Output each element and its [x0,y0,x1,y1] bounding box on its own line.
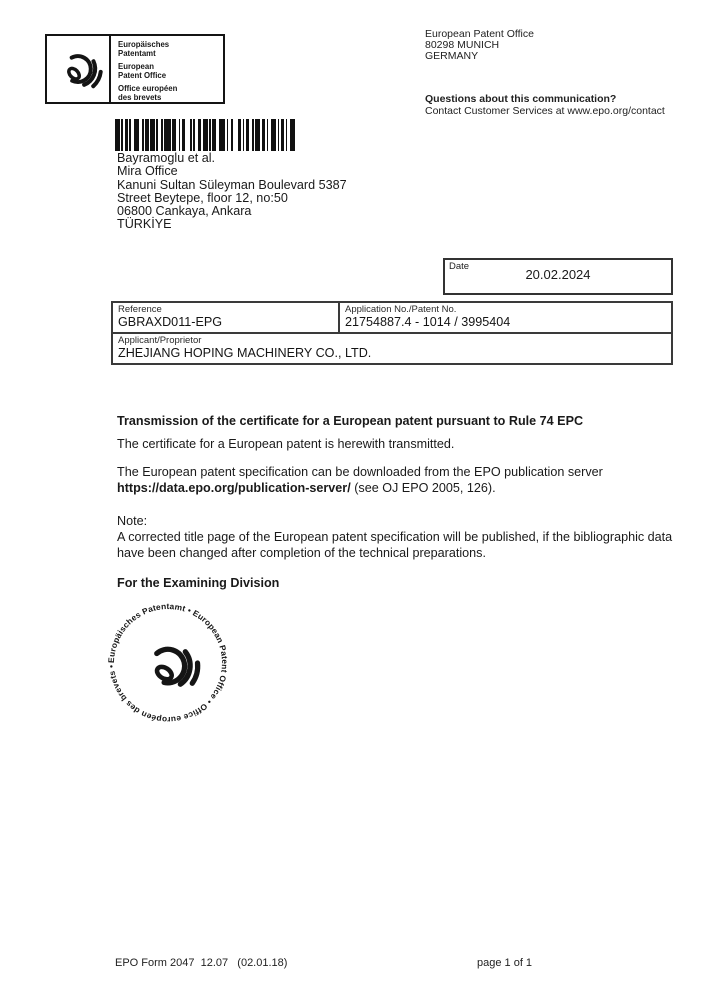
office-address-line: European Patent Office [425,28,534,40]
note-line: A corrected title page of the European patent specification will be published, if the bibliographic data [117,530,673,544]
recipient-line: 06800 Cankaya, Ankara [117,204,252,219]
reference-label: Reference [118,304,162,315]
note-block [117,513,683,561]
signoff-examining-division: For the Examining Division [117,576,280,590]
page-number: page 1 of 1 [477,957,533,969]
form-identifier: EPO Form 2047 12.07 (02.01.18) [115,957,288,969]
applicant-label: Applicant/Proprietor [118,335,202,346]
date-label: Date [449,261,470,272]
date-value: 20.02.2024 [525,267,591,282]
epo-logo-cell [47,36,109,102]
note-label: Note: [117,514,148,528]
logo-text-en-1: European [118,62,154,72]
paragraph-download-text: The European patent specification can be downloaded from the EPO publication server [117,465,603,479]
logo-text-fr-1: Office européen [118,84,178,94]
stamp-ring-text: Europäisches Patentamt • European Patent Office • Office européen des brevets • [106,601,230,725]
barcode [115,119,297,151]
application-number-value: 21754887.4 - 1014 / 3995404 [345,315,511,329]
logo-text-fr-2: des brevets [118,92,162,102]
reference-cell [113,303,340,332]
recipient-line: TÜRKİYE [117,217,172,232]
paragraph-download [117,464,677,496]
logo-text-de-2: Patentamt [118,48,156,58]
reference-table-row-1 [113,303,671,334]
applicant-value: ZHEJIANG HOPING MACHINERY CO., LTD. [118,346,372,360]
questions-block [425,94,665,117]
publication-server-url: https://data.epo.org/publication-server/ [117,481,351,495]
office-address-block [425,29,534,62]
stamp-ring-text-holder [107,602,229,724]
reference-table [111,301,673,365]
epo-stamp [101,596,235,730]
paragraph-download-rest: (see OJ EPO 2005, 126). [350,481,496,495]
recipient-address-block [117,152,347,232]
epo-logo-box [45,34,225,104]
application-number-cell [340,303,671,332]
epo-logo-text [109,36,223,102]
applicant-cell [113,334,671,363]
epo-swirl-logo-icon [51,42,105,96]
logo-text-de-1: Europäisches [118,40,170,49]
reference-value: GBRAXD011-EPG [118,315,223,329]
application-number-label: Application No./Patent No. [345,304,457,315]
epo-stamp-seal [101,596,235,730]
office-address-line: 80298 MUNICH [425,39,500,51]
reference-table-row-2 [113,334,671,363]
questions-contact-line: Contact Customer Services at www.epo.org/contact [425,104,665,117]
recipient-line: Kanuni Sultan Süleyman Boulevard 5387 [117,177,347,192]
stamp-swirl-icon [147,639,204,696]
recipient-line: Mira Office [117,164,178,179]
note-line: have been changed after completion of the technical preparations. [117,546,486,560]
paragraph-transmitted: The certificate for a European patent is herewith transmitted. [117,437,455,451]
document-title: Transmission of the certificate for a European patent pursuant to Rule 74 EPC [117,414,584,428]
recipient-line: Street Beytepe, floor 12, no:50 [117,190,288,205]
logo-text-en-2: Patent Office [118,70,167,80]
recipient-line: Bayramoglu et al. [117,151,216,165]
date-box [443,258,673,295]
questions-title: Questions about this communication? [425,93,617,105]
office-address-line: GERMANY [425,50,479,62]
